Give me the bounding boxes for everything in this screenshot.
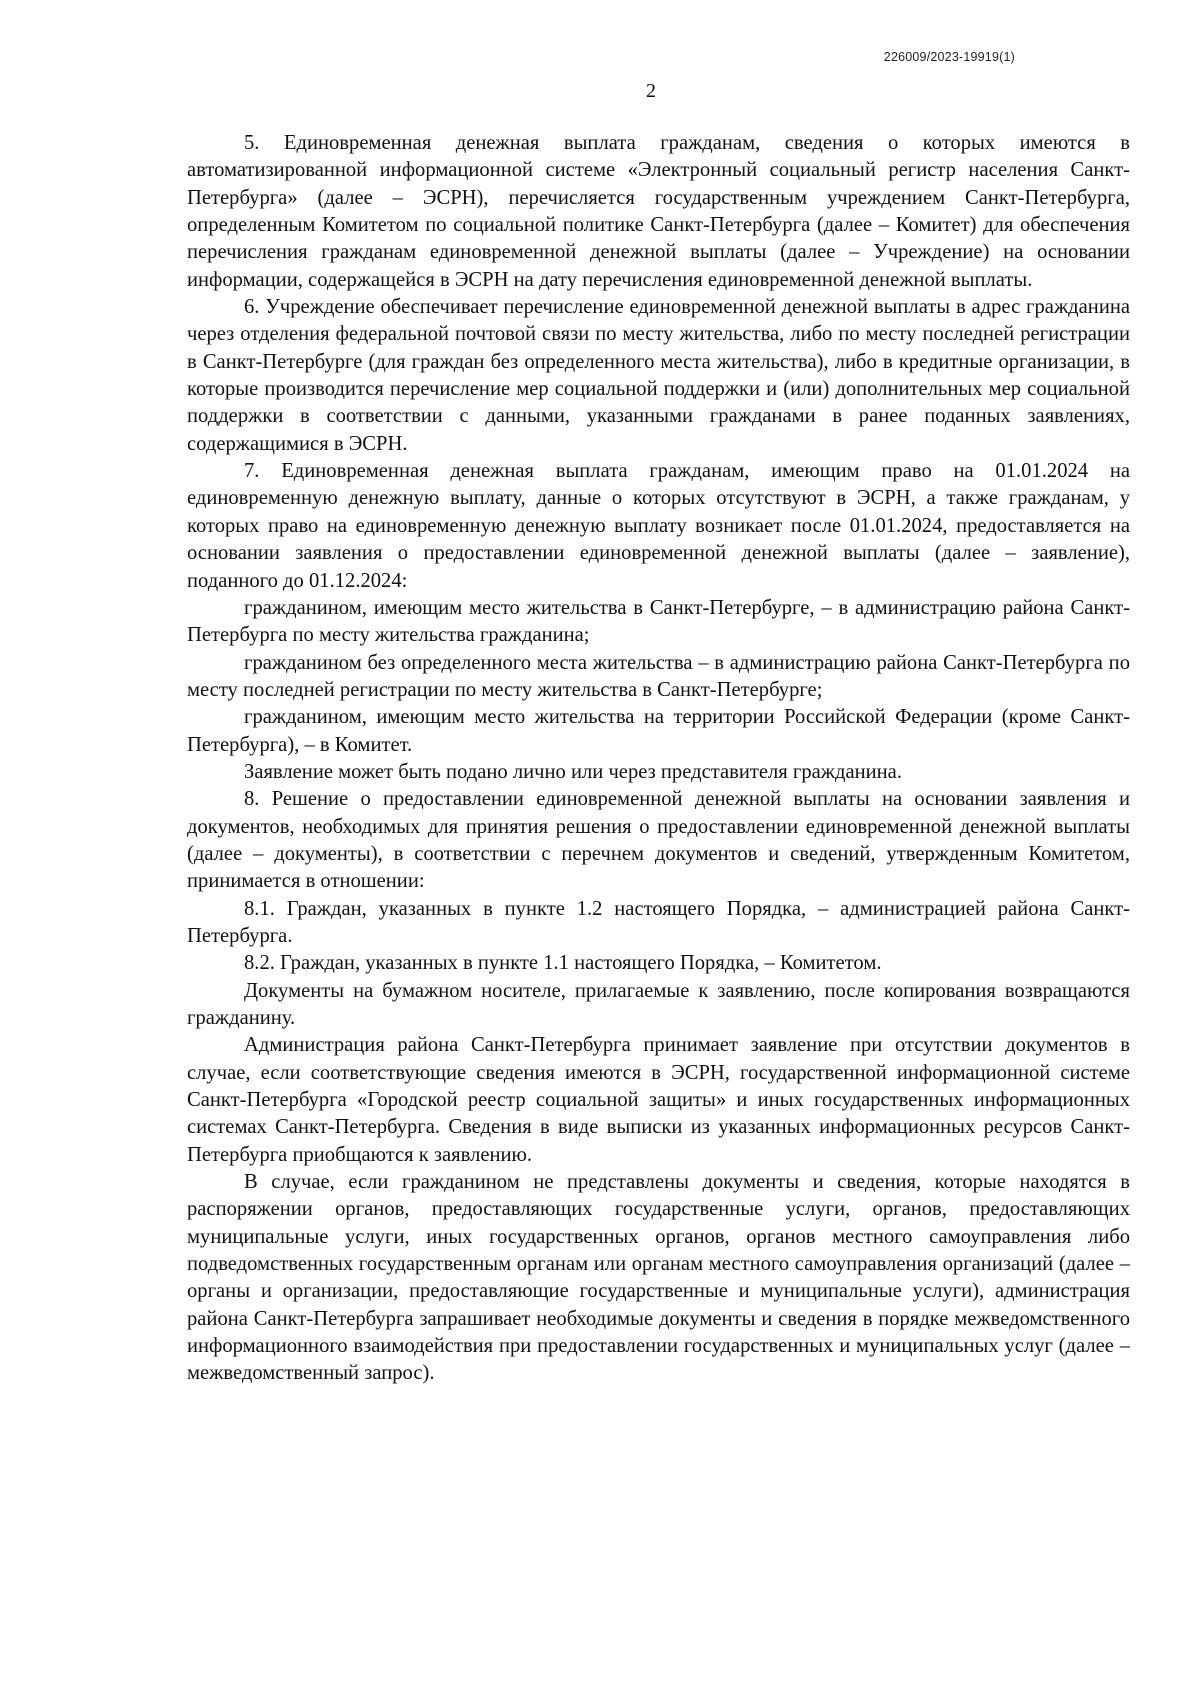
paragraph-documents-return: Документы на бумажном носителе, прилагаемые к заявлению, после копирования возвращаются гражданину. (187, 979, 1130, 1029)
paragraph-application-submission: Заявление может быть подано лично или через представителя гражданина. (244, 760, 902, 783)
page-number: 2 (646, 80, 656, 102)
paragraph-item-6: 6. Учреждение обеспечивает перечисление единовременной денежной выплаты в адрес гражданина через отделения федеральной почтовой связи по месту жительства, либо по месту последней регистрации в Санкт-Петербурге (для граждан без определенного места жительства), либо в кредитные организации, в которые производится перечисление мер социальной поддержки и (или) дополнительных мер социальной поддержки в соответствии с данными, указанными гражданами в ранее поданных заявлениях, содержащимися в ЭСРН. (187, 296, 1130, 455)
paragraph-item-8-2: 8.2. Граждан, указанных в пункте 1.1 настоящего Порядка, – Комитетом. (244, 952, 882, 975)
document-registration-number: 226009/2023-19919(1) (883, 50, 1015, 64)
paragraph-item-7: 7. Единовременная денежная выплата гражданам, имеющим право на 01.01.2024 на единовременную денежную выплату, данные о которых отсутствуют в ЭСРН, а также гражданам, у которых право на единовременную денежную выплату возникает после 01.01.2024, предоставляется на основании заявления о предоставлении единовременной денежной выплаты (далее – заявление), поданного до 01.12.2024: (187, 460, 1130, 592)
paragraph-item-8: 8. Решение о предоставлении единовременной денежной выплаты на основании заявления и документов, необходимых для принятия решения о предоставлении единовременной денежной выплаты (далее – документы), в соответствии с перечнем документов и сведений, утвержденным Комитетом, принимается в отношении: (187, 788, 1130, 893)
paragraph-item-7-clause-other-region: гражданином, имеющим место жительства на территории Российской Федерации (кроме Санкт-Петербурга), – в Комитет. (187, 706, 1130, 756)
paragraph-administration-acceptance: Администрация района Санкт-Петербурга принимает заявление при отсутствии документов в случае, если соответствующие сведения имеются в ЭСРН, государственной информационной системе Санкт-Петербурга «Городской реестр социальной защиты» и иных государственных информационных системах Санкт-Петербурга. Сведения в виде выписки из указанных информационных ресурсов Санкт-Петербурга приобщаются к заявлению. (187, 1034, 1130, 1166)
paragraph-item-7-clause-residence: гражданином, имеющим место жительства в Санкт-Петербурге, – в администрацию района Санкт-Петербурга по месту жительства гражданина; (187, 596, 1130, 647)
paragraph-item-8-1: 8.1. Граждан, указанных в пункте 1.2 настоящего Порядка, – администрацией района Санкт-Петербурга. (187, 897, 1130, 947)
paragraph-item-7-clause-no-residence: гражданином без определенного места жительства – в администрацию района Санкт-Петербурга по месту последней регистрации по месту жительства в Санкт-Петербурге; (187, 651, 1130, 701)
paragraph-item-5: 5. Единовременная денежная выплата гражданам, сведения о которых имеются в автоматизированной информационной системе «Электронный социальный регистр населения Санкт-Петербурга» (далее – ЭСРН), перечисляется государственным учреждением Санкт-Петербурга, определенным Комитетом по социальной политике Санкт-Петербурга (далее – Комитет) для обеспечения перечисления гражданам единовременной денежной выплаты (далее – Учреждение) на основании информации, содержащейся в ЭСРН на дату перечисления единовременной денежной выплаты. (187, 132, 1130, 291)
document-body (187, 130, 1130, 1388)
paragraph-interagency-request: В случае, если гражданином не представлены документы и сведения, которые находятся в распоряжении органов, предоставляющих государственные услуги, органов, предоставляющих муниципальные услуги, иных государственных органов, органов местного самоуправления либо подведомственных государственным органам или органам местного самоуправления организаций (далее – органы и организации, предоставляющие государственные и муниципальные услуги), администрация района Санкт-Петербурга запрашивает необходимые документы и сведения в порядке межведомственного информационного взаимодействия при предоставлении государственных и муниципальных услуг (далее – межведомственный запрос). (187, 1171, 1130, 1385)
